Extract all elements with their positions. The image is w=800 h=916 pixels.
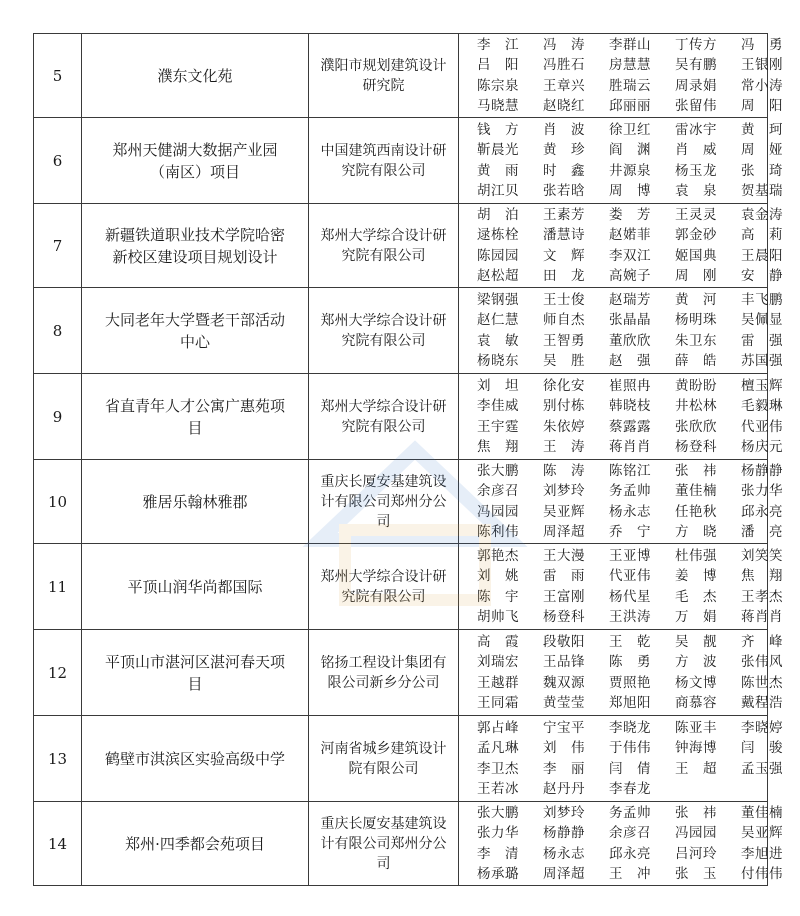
team-member: 田 龙 bbox=[543, 268, 585, 284]
team-members-cell bbox=[459, 544, 783, 630]
team-member: 雷 雨 bbox=[543, 568, 585, 584]
team-member: 王大漫 bbox=[543, 547, 585, 564]
team-member: 肖 威 bbox=[675, 142, 717, 158]
row-number: 9 bbox=[34, 374, 82, 460]
team-member: 潘 亮 bbox=[741, 524, 783, 540]
team-member: 王 冲 bbox=[609, 866, 651, 882]
team-member: 郭占峰 bbox=[477, 719, 519, 736]
team-member: 周录娟 bbox=[675, 77, 717, 94]
team-member: 黄 河 bbox=[675, 291, 717, 308]
team-member: 王素芳 bbox=[543, 206, 585, 223]
team-members-grid bbox=[477, 290, 783, 372]
team-member: 檀玉辉 bbox=[741, 377, 783, 394]
team-member: 别付栋 bbox=[543, 398, 585, 414]
team-member: 姜 博 bbox=[675, 568, 717, 584]
team-member: 戴程浩 bbox=[741, 695, 783, 711]
team-member: 靳晨光 bbox=[477, 142, 519, 158]
team-members-grid bbox=[477, 120, 783, 202]
team-member: 贾照艳 bbox=[609, 674, 651, 691]
team-members-grid bbox=[477, 376, 783, 458]
table-row bbox=[34, 460, 768, 544]
team-member: 任艳秋 bbox=[675, 503, 717, 520]
team-member: 王章兴 bbox=[543, 77, 585, 94]
team-member: 韩晓枝 bbox=[609, 398, 651, 414]
row-number: 13 bbox=[34, 716, 82, 802]
team-member: 王士俊 bbox=[543, 291, 585, 308]
team-member: 吴有鹏 bbox=[675, 57, 717, 73]
design-organization: 中国建筑西南设计研究院有限公司 bbox=[309, 118, 459, 204]
team-member: 周 博 bbox=[609, 183, 651, 199]
team-members-cell bbox=[459, 204, 783, 288]
team-member: 张欣欣 bbox=[675, 418, 717, 435]
team-member: 杨明珠 bbox=[675, 312, 717, 328]
team-member: 李春龙 bbox=[609, 781, 651, 797]
team-member: 文 辉 bbox=[543, 247, 585, 264]
team-member: 周 阳 bbox=[741, 98, 783, 114]
team-member: 李 清 bbox=[477, 845, 519, 862]
team-member: 冯胜石 bbox=[543, 57, 585, 73]
team-member: 张力华 bbox=[741, 483, 783, 499]
project-name: 郑州·四季都会苑项目 bbox=[82, 802, 309, 886]
team-member: 吴 靓 bbox=[675, 633, 717, 650]
team-member: 陈 宇 bbox=[477, 588, 519, 605]
team-member: 赵婼菲 bbox=[609, 227, 651, 243]
team-member: 齐 峰 bbox=[741, 633, 783, 650]
team-member: 陈园园 bbox=[477, 247, 519, 264]
team-member: 刘笑笑 bbox=[741, 547, 783, 564]
team-member: 蒋肖肖 bbox=[609, 439, 651, 455]
team-member: 张 玉 bbox=[675, 866, 717, 882]
team-member: 务孟帅 bbox=[609, 804, 651, 821]
team-member: 冯 勇 bbox=[741, 36, 783, 53]
team-member: 雷冰宇 bbox=[675, 121, 717, 138]
team-member: 马晓慧 bbox=[477, 98, 519, 114]
design-organization: 重庆长厦安基建筑设计有限公司郑州分公司 bbox=[309, 460, 459, 544]
design-organization: 郑州大学综合设计研究院有限公司 bbox=[309, 288, 459, 374]
team-member: 邱永亮 bbox=[741, 503, 783, 520]
team-member: 赵晓红 bbox=[543, 98, 585, 114]
team-member: 杨静静 bbox=[741, 462, 783, 479]
team-member: 周 刚 bbox=[675, 268, 717, 284]
team-member: 郭金砂 bbox=[675, 227, 717, 243]
team-member: 肖 波 bbox=[543, 121, 585, 138]
team-member: 杨玉龙 bbox=[675, 162, 717, 179]
design-organization: 郑州大学综合设计研究院有限公司 bbox=[309, 374, 459, 460]
team-member: 杨承璐 bbox=[477, 866, 519, 882]
team-member: 邱永亮 bbox=[609, 845, 651, 862]
team-member: 代亚伟 bbox=[741, 418, 783, 435]
project-name: 濮东文化苑 bbox=[82, 34, 309, 118]
team-member: 王同霜 bbox=[477, 695, 519, 711]
team-member: 周泽超 bbox=[543, 524, 585, 540]
table-row bbox=[34, 716, 768, 802]
team-members-grid bbox=[477, 461, 783, 543]
team-member: 李晓龙 bbox=[609, 719, 651, 736]
team-member: 袁 敏 bbox=[477, 332, 519, 349]
team-member: 陈 勇 bbox=[609, 654, 651, 670]
team-member: 刘梦玲 bbox=[543, 804, 585, 821]
team-member: 杜伟强 bbox=[675, 547, 717, 564]
row-number: 11 bbox=[34, 544, 82, 630]
team-member: 刘瑞宏 bbox=[477, 654, 519, 670]
team-member: 刘梦玲 bbox=[543, 483, 585, 499]
team-members-cell bbox=[459, 288, 783, 374]
project-name: 鹤壁市淇滨区实验高级中学 bbox=[82, 716, 309, 802]
team-member: 乔 宁 bbox=[609, 524, 651, 540]
team-member: 王越群 bbox=[477, 674, 519, 691]
team-member: 井源泉 bbox=[609, 162, 651, 179]
team-member: 周 娅 bbox=[741, 142, 783, 158]
team-member: 杨庆元 bbox=[741, 439, 783, 455]
team-member: 吴亚辉 bbox=[741, 825, 783, 841]
team-members-grid bbox=[477, 546, 783, 628]
team-members-grid bbox=[477, 718, 783, 800]
team-member: 代亚伟 bbox=[609, 568, 651, 584]
team-member: 邱丽丽 bbox=[609, 98, 651, 114]
team-member: 闫 倩 bbox=[609, 760, 651, 777]
team-member: 吴佩显 bbox=[741, 312, 783, 328]
team-member: 陈 涛 bbox=[543, 462, 585, 479]
team-member: 钱 方 bbox=[477, 121, 519, 138]
team-member: 阎 渊 bbox=[609, 142, 651, 158]
project-name: 大同老年大学暨老干部活动中心 bbox=[82, 288, 309, 374]
team-members-grid bbox=[477, 205, 783, 287]
team-member: 李 江 bbox=[477, 36, 519, 53]
row-number: 14 bbox=[34, 802, 82, 886]
team-member: 杨登科 bbox=[675, 439, 717, 455]
team-members-grid bbox=[477, 803, 783, 885]
team-member: 赵丹丹 bbox=[543, 781, 585, 797]
team-member: 焦 翔 bbox=[477, 439, 519, 455]
team-member: 冯 涛 bbox=[543, 36, 585, 53]
team-member: 李卫杰 bbox=[477, 760, 519, 777]
team-member: 杨晓东 bbox=[477, 353, 519, 369]
row-number: 10 bbox=[34, 460, 82, 544]
team-member: 毛 杰 bbox=[675, 588, 717, 605]
project-name: 新疆铁道职业技术学院哈密新校区建设项目规划设计 bbox=[82, 204, 309, 288]
team-member: 张大鹏 bbox=[477, 804, 519, 821]
table-row bbox=[34, 34, 768, 118]
team-member: 蒋肖肖 bbox=[741, 609, 783, 625]
team-member: 逯栋栓 bbox=[477, 227, 519, 243]
design-organization: 铭扬工程设计集团有限公司新乡分公司 bbox=[309, 630, 459, 716]
team-member: 吴 胜 bbox=[543, 353, 585, 369]
team-member: 张伟风 bbox=[741, 654, 783, 670]
team-member: 赵 强 bbox=[609, 353, 651, 369]
team-member: 余彦召 bbox=[477, 483, 519, 499]
team-member: 陈世杰 bbox=[741, 674, 783, 691]
team-member: 黄盼盼 bbox=[675, 377, 717, 394]
team-member: 王富刚 bbox=[543, 588, 585, 605]
team-member: 焦 翔 bbox=[741, 568, 783, 584]
team-member: 王孝杰 bbox=[741, 588, 783, 605]
team-member: 杨永志 bbox=[609, 503, 651, 520]
project-name: 郑州天健湖大数据产业园（南区）项目 bbox=[82, 118, 309, 204]
team-member: 胡 泊 bbox=[477, 206, 519, 223]
team-member: 袁金涛 bbox=[741, 206, 783, 223]
table-row bbox=[34, 374, 768, 460]
team-member: 王 乾 bbox=[609, 633, 651, 650]
team-members-grid bbox=[477, 35, 783, 117]
team-member: 丰飞鹏 bbox=[741, 291, 783, 308]
team-members-cell bbox=[459, 118, 783, 204]
team-member: 胜瑞云 bbox=[609, 77, 651, 94]
team-member: 贺基瑞 bbox=[741, 183, 783, 199]
team-member: 黄 珍 bbox=[543, 142, 585, 158]
team-member: 王灵灵 bbox=[675, 206, 717, 223]
team-members-cell bbox=[459, 630, 783, 716]
team-member: 陈利伟 bbox=[477, 524, 519, 540]
team-member: 赵瑞芳 bbox=[609, 291, 651, 308]
row-number: 8 bbox=[34, 288, 82, 374]
table-row bbox=[34, 118, 768, 204]
team-member: 黄 珂 bbox=[741, 121, 783, 138]
team-member: 崔照冉 bbox=[609, 377, 651, 394]
design-organization: 郑州大学综合设计研究院有限公司 bbox=[309, 544, 459, 630]
team-members-cell bbox=[459, 34, 783, 118]
team-member: 黄 雨 bbox=[477, 162, 519, 179]
award-list-sheet bbox=[33, 33, 783, 886]
team-member: 商慕容 bbox=[675, 695, 717, 711]
team-member: 赵仁慧 bbox=[477, 312, 519, 328]
team-member: 刘 坦 bbox=[477, 377, 519, 394]
team-member: 王晨阳 bbox=[741, 247, 783, 264]
team-member: 付伟伟 bbox=[741, 866, 783, 882]
team-member: 闫 骏 bbox=[741, 740, 783, 756]
team-member: 郑旭阳 bbox=[609, 695, 651, 711]
team-member: 王品锋 bbox=[543, 654, 585, 670]
team-member: 王亚博 bbox=[609, 547, 651, 564]
team-member: 务孟帅 bbox=[609, 483, 651, 499]
team-member: 刘 伟 bbox=[543, 740, 585, 756]
team-member: 方 晓 bbox=[675, 524, 717, 540]
team-member: 郭艳杰 bbox=[477, 547, 519, 564]
team-member: 王银刚 bbox=[741, 57, 783, 73]
team-member: 胡帅飞 bbox=[477, 609, 519, 625]
team-member: 张 祎 bbox=[675, 462, 717, 479]
team-member: 董欣欣 bbox=[609, 332, 651, 349]
team-member: 毛毅琳 bbox=[741, 398, 783, 414]
team-member: 高 霞 bbox=[477, 633, 519, 650]
team-member: 雷 强 bbox=[741, 332, 783, 349]
team-member: 朱依婷 bbox=[543, 418, 585, 435]
team-member: 张大鹏 bbox=[477, 462, 519, 479]
row-number: 12 bbox=[34, 630, 82, 716]
team-member: 冯园园 bbox=[675, 825, 717, 841]
team-member: 徐化安 bbox=[543, 377, 585, 394]
team-member: 万 娟 bbox=[675, 609, 717, 625]
team-member: 李 丽 bbox=[543, 760, 585, 777]
team-member: 杨永志 bbox=[543, 845, 585, 862]
team-member: 丁传方 bbox=[675, 36, 717, 53]
team-member: 胡江贝 bbox=[477, 183, 519, 199]
team-member: 常小涛 bbox=[741, 77, 783, 94]
team-member: 张留伟 bbox=[675, 98, 717, 114]
team-member: 张 祎 bbox=[675, 804, 717, 821]
team-member: 于伟伟 bbox=[609, 740, 651, 756]
team-member: 张晶晶 bbox=[609, 312, 651, 328]
design-organization: 郑州大学综合设计研究院有限公司 bbox=[309, 204, 459, 288]
team-member: 孟凡琳 bbox=[477, 740, 519, 756]
team-member: 陈亚丰 bbox=[675, 719, 717, 736]
row-number: 6 bbox=[34, 118, 82, 204]
team-member: 师自杰 bbox=[543, 312, 585, 328]
team-member: 王智勇 bbox=[543, 332, 585, 349]
team-member: 张 琦 bbox=[741, 162, 783, 179]
team-member: 陈铭江 bbox=[609, 462, 651, 479]
team-member: 王洪涛 bbox=[609, 609, 651, 625]
team-member: 王若冰 bbox=[477, 781, 519, 797]
team-member: 李晓婷 bbox=[741, 719, 783, 736]
team-member: 李群山 bbox=[609, 36, 651, 53]
team-members-cell bbox=[459, 716, 783, 802]
team-member: 杨登科 bbox=[543, 609, 585, 625]
team-member: 刘 姚 bbox=[477, 568, 519, 584]
team-member: 徐卫红 bbox=[609, 121, 651, 138]
team-member: 苏国强 bbox=[741, 353, 783, 369]
team-member: 张力华 bbox=[477, 825, 519, 841]
team-member: 王 涛 bbox=[543, 439, 585, 455]
team-member: 李佳威 bbox=[477, 398, 519, 414]
team-member: 吴亚辉 bbox=[543, 503, 585, 520]
row-number: 7 bbox=[34, 204, 82, 288]
design-organization: 河南省城乡建筑设计院有限公司 bbox=[309, 716, 459, 802]
award-table-body bbox=[34, 34, 783, 886]
table-row bbox=[34, 204, 768, 288]
team-members-cell bbox=[459, 374, 783, 460]
team-member: 张若晗 bbox=[543, 183, 585, 199]
project-name: 省直青年人才公寓广惠苑项目 bbox=[82, 374, 309, 460]
team-members-cell bbox=[459, 802, 783, 886]
design-organization: 濮阳市规划建筑设计研究院 bbox=[309, 34, 459, 118]
team-member: 陈宗泉 bbox=[477, 77, 519, 94]
team-member: 冯园园 bbox=[477, 503, 519, 520]
project-name: 雅居乐翰林雅郡 bbox=[82, 460, 309, 544]
team-member: 赵松超 bbox=[477, 268, 519, 284]
team-member: 董佳楠 bbox=[741, 804, 783, 821]
table-row bbox=[34, 630, 768, 716]
team-member: 王宇霆 bbox=[477, 418, 519, 435]
team-member: 井松林 bbox=[675, 398, 717, 414]
team-member: 杨静静 bbox=[543, 825, 585, 841]
team-member: 王 超 bbox=[675, 760, 717, 777]
team-member: 杨代星 bbox=[609, 588, 651, 605]
team-member: 段敬阳 bbox=[543, 633, 585, 650]
team-member: 李双江 bbox=[609, 247, 651, 264]
team-member: 李旭进 bbox=[741, 845, 783, 862]
team-member: 方 波 bbox=[675, 654, 717, 670]
team-member: 薛 皓 bbox=[675, 353, 717, 369]
team-member: 魏双源 bbox=[543, 674, 585, 691]
team-member: 时 鑫 bbox=[543, 162, 585, 179]
team-member: 房慧慧 bbox=[609, 57, 651, 73]
table-row bbox=[34, 544, 768, 630]
team-members-cell bbox=[459, 460, 783, 544]
team-member: 潘慧诗 bbox=[543, 227, 585, 243]
team-member: 安 静 bbox=[741, 268, 783, 284]
team-member: 吕河玲 bbox=[675, 845, 717, 862]
team-member: 娄 芳 bbox=[609, 206, 651, 223]
team-member: 杨文博 bbox=[675, 674, 717, 691]
team-member: 梁钢强 bbox=[477, 291, 519, 308]
team-member: 高婉子 bbox=[609, 268, 651, 284]
team-member: 姬国典 bbox=[675, 247, 717, 264]
table-row bbox=[34, 288, 768, 374]
team-member: 朱卫东 bbox=[675, 332, 717, 349]
row-number: 5 bbox=[34, 34, 82, 118]
team-members-grid bbox=[477, 632, 783, 714]
team-member: 黄莹莹 bbox=[543, 695, 585, 711]
team-member: 高 莉 bbox=[741, 227, 783, 243]
team-member: 余彦召 bbox=[609, 825, 651, 841]
team-member: 钟海博 bbox=[675, 740, 717, 756]
team-member: 孟玉强 bbox=[741, 760, 783, 777]
project-name: 平顶山市湛河区湛河春天项目 bbox=[82, 630, 309, 716]
team-member: 袁 泉 bbox=[675, 183, 717, 199]
team-member: 董佳楠 bbox=[675, 483, 717, 499]
project-name: 平顶山润华尚都国际 bbox=[82, 544, 309, 630]
table-row bbox=[34, 802, 768, 886]
team-member: 周泽超 bbox=[543, 866, 585, 882]
team-member: 蔡露露 bbox=[609, 418, 651, 435]
team-member: 宁宝平 bbox=[543, 719, 585, 736]
award-table bbox=[33, 33, 783, 886]
design-organization: 重庆长厦安基建筑设计有限公司郑州分公司 bbox=[309, 802, 459, 886]
team-member: 吕 阳 bbox=[477, 57, 519, 73]
